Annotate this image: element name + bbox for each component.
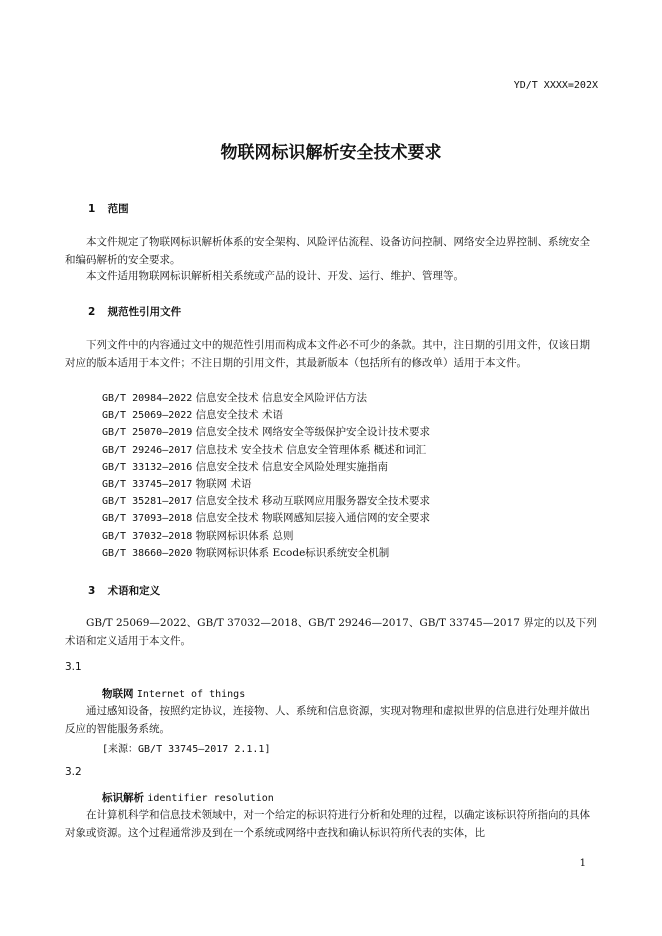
- reference-title: 物联网标识体系 Ecode标识系统安全机制: [195, 547, 390, 559]
- reference-code: GB/T 33745—2017: [102, 479, 193, 490]
- term-number: 3.2: [65, 766, 82, 778]
- section-1-heading: [88, 201, 129, 216]
- reference-title: 物联网 术语: [195, 478, 252, 490]
- section-title: 术语和定义: [107, 585, 161, 597]
- scope-paragraph-2: 本文件适用物联网标识解析相关系统或产品的设计、开发、运行、维护、管理等。: [86, 270, 464, 282]
- section-number: 2: [88, 306, 96, 318]
- section-number: 3: [88, 585, 96, 597]
- reference-code: GB/T 29246—2017: [102, 445, 193, 456]
- reference-title: 信息技术 安全技术 信息安全管理体系 概述和词汇: [195, 444, 427, 456]
- reference-item: [102, 407, 283, 422]
- section-3-heading: [88, 583, 160, 598]
- scope-paragraph-1: 本文件规定了物联网标识解析体系的安全架构、风险评估流程、设备访问控制、网络安全边界控制、系统安全和编码解析的安全要求。: [65, 236, 590, 266]
- term-english: Internet of things: [136, 689, 246, 700]
- document-title: 物联网标识解析安全技术要求: [220, 143, 442, 163]
- reference-title: 物联网标识体系 总则: [195, 530, 294, 542]
- reference-item: [102, 424, 430, 439]
- reference-code: GB/T 33132—2016: [102, 462, 193, 473]
- reference-item: [102, 459, 388, 474]
- reference-title: 信息安全技术 物联网感知层接入通信网的安全要求: [195, 512, 430, 524]
- reference-item: [102, 545, 389, 560]
- term-chinese: 标识解析: [102, 792, 144, 804]
- term-english: identifier resolution: [147, 793, 274, 804]
- reference-item: [102, 493, 430, 508]
- term-number: 3.1: [65, 661, 82, 673]
- reference-code: GB/T 38660—2020: [102, 548, 193, 559]
- reference-title: 信息安全技术 信息安全风险评估方法: [195, 392, 367, 404]
- reference-code: GB/T 37093—2018: [102, 513, 193, 524]
- reference-title: 信息安全技术 网络安全等级保护安全设计技术要求: [195, 426, 430, 438]
- reference-item: [102, 510, 430, 525]
- reference-code: GB/T 20984—2022: [102, 393, 193, 404]
- document-number: YD/T XXXX=202X: [513, 80, 598, 91]
- reference-title: 信息安全技术 术语: [195, 409, 283, 421]
- term-heading: [102, 790, 274, 805]
- page-number: 1: [579, 858, 586, 869]
- term-heading: [102, 686, 245, 701]
- reference-code: GB/T 25070—2019: [102, 427, 193, 438]
- term-source: [来源：GB/T 33745—2017 2.1.1]: [102, 744, 271, 755]
- section-title: 范围: [107, 203, 129, 215]
- term-definition: 通过感知设备，按照约定协议，连接物、人、系统和信息资源，实现对物理和虚拟世界的信息进行处理并做出反应的智能服务系统。: [65, 705, 590, 735]
- section-title: 规范性引用文件: [107, 306, 182, 318]
- section-2-heading: [88, 304, 181, 319]
- term-definition: 在计算机科学和信息技术领域中，对一个给定的标识符进行分析和处理的过程，以确定该标识符所指向的具体对象或资源。这个过程通常涉及到在一个系统或网络中查找和确认标识符所代表的实体，比: [65, 809, 590, 839]
- terms-intro: GB/T 25069—2022、GB/T 37032—2018、GB/T 29246—2017、GB/T 33745—2017 界定的以及下列术语和定义适用于本文件。: [65, 617, 597, 647]
- reference-title: 信息安全技术 移动互联网应用服务器安全技术要求: [195, 495, 430, 507]
- reference-item: [102, 442, 426, 457]
- section-number: 1: [88, 203, 96, 215]
- reference-code: GB/T 35281—2017: [102, 496, 193, 507]
- normative-references-intro: 下列文件中的内容通过文中的规范性引用而构成本文件必不可少的条款。其中，注日期的引用文件，仅该日期对应的版本适用于本文件；不注日期的引用文件，其最新版本（包括所有的修改单）适用于本文件。: [65, 339, 590, 369]
- reference-item: [102, 476, 252, 491]
- reference-title: 信息安全技术 信息安全风险处理实施指南: [195, 461, 388, 473]
- term-chinese: 物联网: [102, 688, 134, 700]
- reference-item: [102, 390, 367, 405]
- reference-code: GB/T 37032—2018: [102, 531, 193, 542]
- reference-item: [102, 528, 294, 543]
- reference-code: GB/T 25069—2022: [102, 410, 193, 421]
